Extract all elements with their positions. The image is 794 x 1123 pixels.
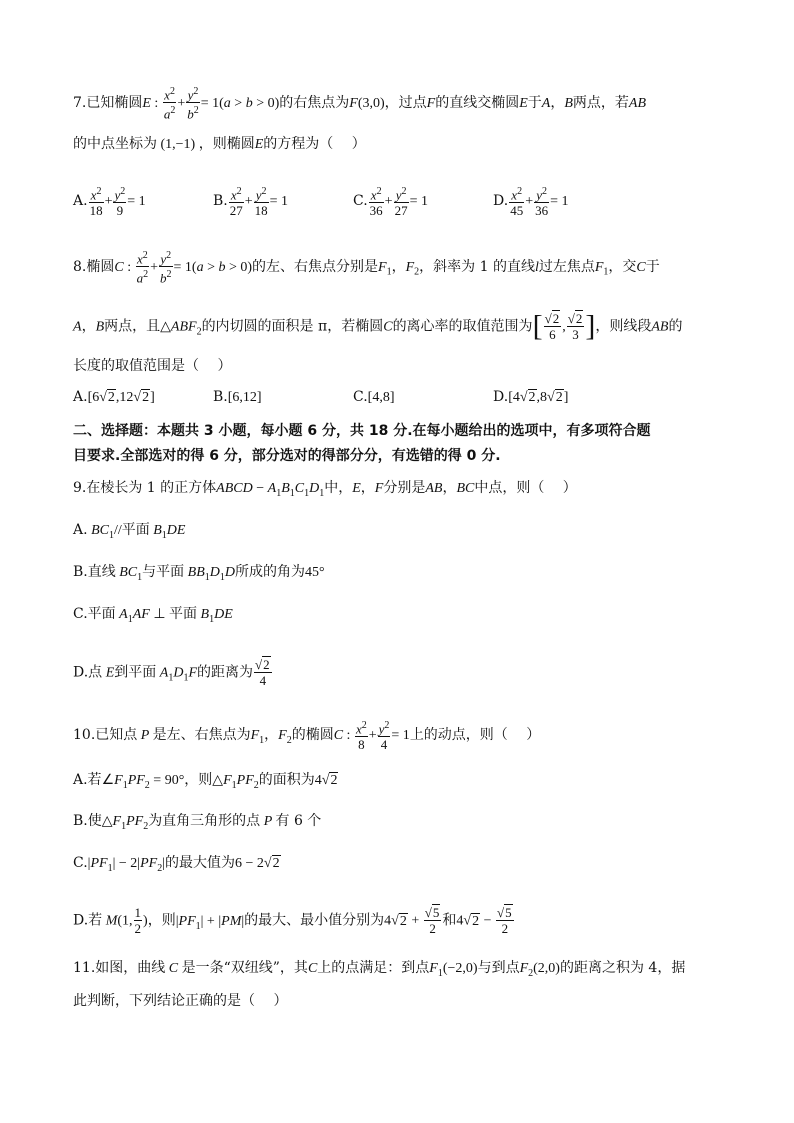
q8-line3: 长度的取值范围是（ ） <box>73 358 232 374</box>
q7-options <box>73 184 633 218</box>
q8-option-b[interactable]: B.[6,12] <box>213 389 262 405</box>
q7-option-a[interactable]: A. $\frac{x^2}{18}$ + $\frac{y^2}{9}$ = 1 <box>73 186 146 219</box>
q9-option-d[interactable]: D.点 E到平面 $A_1D_1F$的距离为 $\frac{√2}{4}$ <box>73 657 270 688</box>
q10-option-d[interactable]: D.若 M(1, $\frac{1}{2}$ )，则$|PF_1| + |PM|$的最大、最小值分别为4√2 + $\frac{√5}{2}$ 和4√2 − $\frac{√5}{2}$ <box>73 905 512 936</box>
q9-option-c[interactable]: C.平面 $A_1AF$ ⊥ 平面 $B_1DE$ <box>73 606 233 625</box>
q7-option-b[interactable]: B. $\frac{x^2}{27}$ + $\frac{y^2}{18}$ = 1 <box>213 186 289 219</box>
q11-line1: 11.如图，曲线 C 是一条“双纽线”，其C上的点满足：到点$F_1(-2,0)$与到点$F_2(2,0)$的距离之积为 4，据 <box>73 960 686 979</box>
q7-line2: 的中点坐标为 (1,−1) ，则椭圆E的方程为（ ） <box>73 136 366 152</box>
q7-option-d[interactable]: D. $\frac{x^2}{45}$ + $\frac{y^2}{36}$ = 1 <box>493 186 569 219</box>
q8-option-a[interactable]: A.[6√2,12√2] <box>73 389 155 405</box>
q9-stem: 9.在棱长为 1 的正方体ABCD − $A_1B_1C_1D_1$中，E，F分别是AB，BC中点，则（ ） <box>73 480 577 499</box>
q10-option-c[interactable]: $C.|PF_1| - 2|PF_2|$的最大值为6 − 2√2 <box>73 855 280 874</box>
q10-option-a[interactable]: A.若$\angle F_1PF_2 = 90^\circ$，则$\triangle F_1PF_2$的面积为4√2 <box>73 772 338 791</box>
section-2-heading: 二、选择题：本题共 3 小题，每小题 6 分，共 18 分.在每小题给出的选项中，有多项符合题 <box>73 423 651 439</box>
q10-option-b[interactable]: B.使$\triangle F_1PF_2$为直角三角形的点 P 有 6 个 <box>73 813 322 832</box>
q9-option-b[interactable]: B.直线 $BC_1$与平面 $BB_1D_1D$所成的角为45° <box>73 564 325 583</box>
q8-option-c[interactable]: C.[4,8] <box>353 389 395 405</box>
q10-stem: 10.已知点 P 是左、右焦点为$F_1$，$F_2$的椭圆C : $\frac{x^2}{8}$ + $\frac{y^2}{4}$ = 1上的动点，则（ ） <box>73 720 541 753</box>
q8-options <box>73 387 633 408</box>
q7-line1: 7.已知椭圆E : $\frac{x^2}{a^2}$ + $\frac{y^2}{b^2}$ = 1(a > b > 0)的右焦点为F(3,0)，过点F的直线交椭圆E于A，B两点，若AB <box>73 86 646 122</box>
q9-option-a[interactable]: A. $BC_1//$平面 $B_1DE$ <box>73 522 186 541</box>
q8-option-d[interactable]: D.[4√2,8√2] <box>493 389 569 405</box>
section-2-heading-cont: 目要求.全部选对的得 6 分，部分选对的得部分分，有选错的得 0 分. <box>73 448 501 464</box>
q8-line2: A，B两点，且$\triangle ABF_2$的内切圆的面积是 π，若椭圆C的离心率的取值范围为[ $\frac{√2}{6}$ , $\frac{√2}{3}$ ]，则线段AB的 <box>73 309 683 343</box>
q8-line1: 8.椭圆C : $\frac{x^2}{a^2}$ + $\frac{y^2}{b^2}$ = 1(a > b > 0)的左、右焦点分别是$F_1$，$F_2$，斜率为 1 的直线l过左焦点$F_1$，交C于 <box>73 250 660 286</box>
q7-option-c[interactable]: C. $\frac{x^2}{36}$ + $\frac{y^2}{27}$ = 1 <box>353 186 428 219</box>
q11-line2: 此判断，下列结论正确的是（ ） <box>73 993 288 1009</box>
